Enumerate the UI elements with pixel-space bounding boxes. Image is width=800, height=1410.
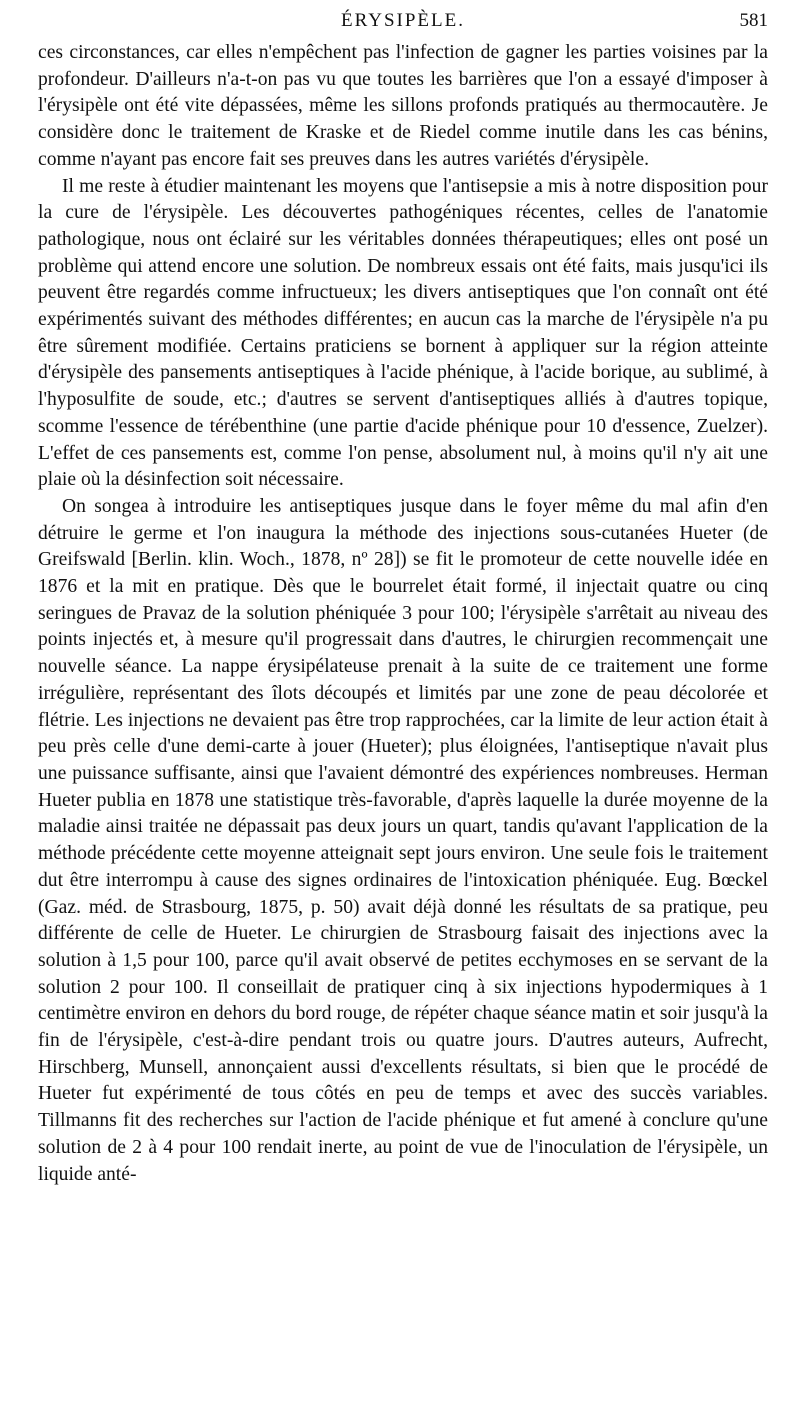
paragraph-2: Il me reste à étudier maintenant les moyens que l'antisepsie a mis à notre disposition pour la cure de l'érysipèle. Les découvertes pathogéniques récentes, celles de l'anatomie pathologique, nous ont éclairé sur les véritables données thérapeutiques; elles ont posé un problème qui attend encore une solution. De nombreux essais ont été faits, mais jusqu'ici ils peuvent être regardés comme infructueux; les divers antiseptiques que l'on connaît ont été expérimentés suivant des méthodes différentes; en aucun cas la marche de l'érysipèle n'a pu être sûrement modifiée. Certains praticiens se bornent à appliquer sur la région atteinte d'érysipèle des pansements antiseptiques à l'acide phénique, à l'acide borique, au sublimé, à l'hyposulfite de soude, etc.; d'autres se servent d'antiseptiques alliés à d'autres topique, scomme l'essence de térébenthine (une partie d'acide phénique pour 10 d'essence, Zuelzer). L'effet de ces pansements est, comme l'on pense, absolument nul, à moins qu'il n'y ait une plaie où la désinfection soit nécessaire.: [38, 175, 768, 491]
paragraph-1: ces circonstances, car elles n'empêchent pas l'infection de gagner les parties voisines par la profondeur. D'ailleurs n'a-t-on pas vu que toutes les barrières que l'on a essayé d'imposer à l'érysipèle ont été vite dépassées, même les sillons profonds pratiqués au thermocautère. Je considère donc le traitement de Kraske et de Riedel comme inutile dans les cas bénins, comme n'ayant pas encore fait ses preuves dans les autres variétés d'érysipèle.: [38, 42, 768, 170]
running-head: [38, 4, 768, 38]
paragraph-3: On songea à introduire les antiseptiques jusque dans le foyer même du mal afin d'en détruire le germe et l'on inaugura la méthode des injections sous-cutanées Hueter (de Greifswald [Berlin. klin. Woch., 1878, nº 28]) se fit le promoteur de cette nouvelle idée en 1876 et la mit en pratique. Dès que le bourrelet était formé, il injectait quatre ou cinq seringues de Pravaz de la solution phéniquée 3 pour 100; l'érysipèle s'arrêtait au niveau des points injectés et, à mesure qu'il progressait dans d'autres, le chirurgien recommençait une nouvelle séance. La nappe érysipélateuse prenait à la suite de ce traitement une forme irrégulière, représentant des îlots découpés et limités par une zone de peau décolorée et flétrie. Les injections ne devaient pas être trop rapprochées, car la limite de leur action était à peu près celle d'une demi-carte à jouer (Hueter); plus éloignées, l'antiseptique n'avait plus une puissance suffisante, ainsi que l'avaient démontré des expériences nombreuses. Herman Hueter publia en 1878 une statistique très-favorable, d'après laquelle la durée moyenne de la maladie ainsi traitée ne dépassait pas deux jours un quart, tandis qu'avant l'application de la méthode précédente cette moyenne atteignait sept jours environ. Une seule fois le traitement dut être interrompu à cause des signes ordinaires de l'intoxication phéniquée. Eug. Bœckel (Gaz. méd. de Strasbourg, 1875, p. 50) avait déjà donné les résultats de sa pratique, peu différente de celle de Hueter. Le chirurgien de Strasbourg faisait des injections avec la solution à 1,5 pour 100, parce qu'il avait observé de petites ecchymoses en se servant de la solution 2 pour 100. Il conseillait de pratiquer cinq à six injections hypodermiques à 1 centimètre environ en dehors du bord rouge, de répéter chaque séance matin et soir jusqu'à la fin de l'érysipèle, c'est-à-dire pendant trois ou quatre jours. D'autres auteurs, Aufrecht, Hirschberg, Munsell, annonçaient aussi d'excellents résultats, si bien que le procédé de Hueter fut expérimenté de tous côtés en peu de temps et avec des succès variables. Tillmanns fit des recherches sur l'action de l'acide phénique et fut amené à conclure qu'une solution de 2 à 4 pour 100 rendait inerte, au point de vue de l'inoculation de l'érysipèle, un liquide anté-: [38, 495, 768, 1185]
page-number: 581: [739, 10, 768, 31]
body-text: [38, 40, 768, 1188]
running-title: ÉRYSIPÈLE.: [341, 10, 465, 31]
